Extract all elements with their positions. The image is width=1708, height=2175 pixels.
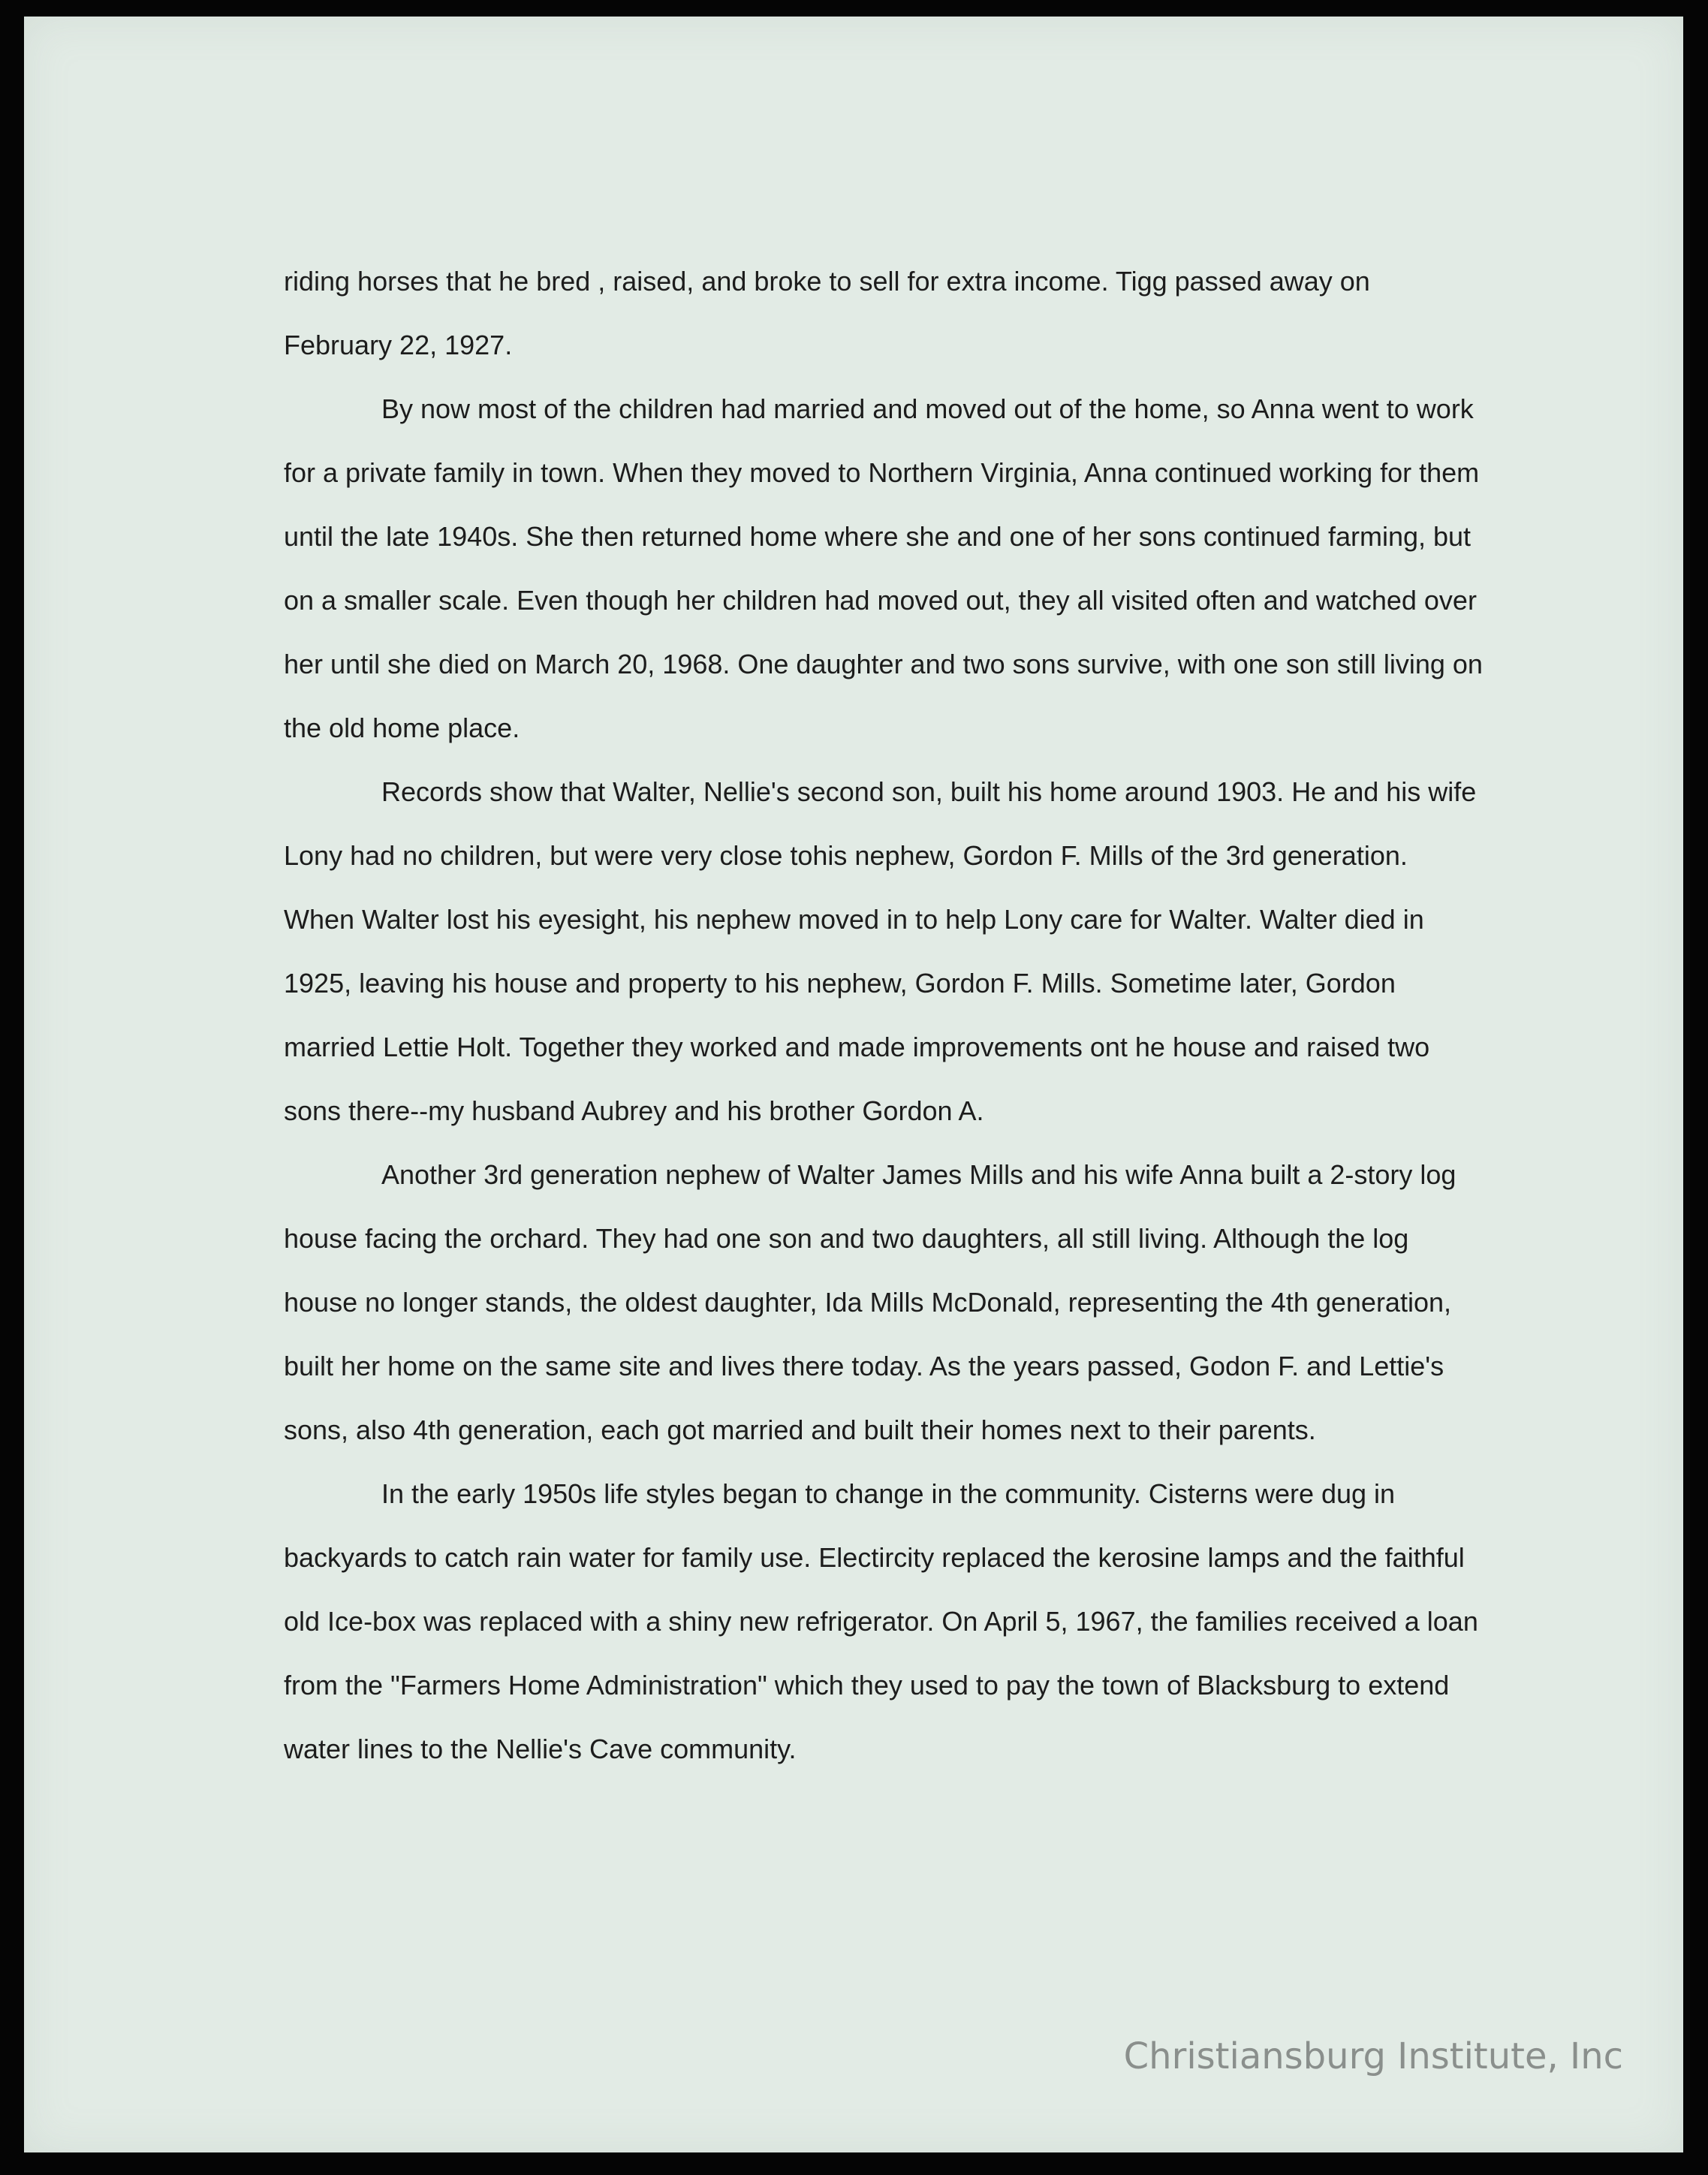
paragraph-1: riding horses that he bred , raised, and broke to sell for extra income. Tigg passed away on February 22, 1927. bbox=[284, 266, 1370, 360]
watermark: Christiansburg Institute, Inc bbox=[1123, 2035, 1623, 2077]
paragraph-2: By now most of the children had married and moved out of the home, so Anna went to work for a private family in town. When they moved to Northern Virginia, Anna continued working for them until the late 1940s. She then returned home where she and one of her sons continued farming, but on a smaller scale. Even though her children had moved out, they all visited often and watched over her until she died on March 20, 1968. One daughter and two sons survive, with one son still living on the old home place. bbox=[284, 393, 1483, 743]
paragraph-5: In the early 1950s life styles began to change in the community. Cisterns were dug in backyards to catch rain water for family use. Electircity replaced the kerosine lamps and the faithful old Ice-box was replaced with a shiny new refrigerator. On April 5, 1967, the families received a loan from the "Farmers Home Administration" which they used to pay the town of Blacksburg to extend water lines to the Nellie's Cave community. bbox=[284, 1478, 1478, 1764]
document-page bbox=[24, 17, 1683, 2152]
document-body bbox=[284, 249, 1485, 1781]
paragraph-4: Another 3rd generation nephew of Walter James Mills and his wife Anna built a 2-story log house facing the orchard. They had one son and two daughters, all still living. Although the log house no longer stands, the oldest daughter, Ida Mills McDonald, representing the 4th generation, built her home on the same site and lives there today. As the years passed, Godon F. and Lettie's sons, also 4th generation, each got married and built their homes next to their parents. bbox=[284, 1159, 1456, 1445]
paragraph-3: Records show that Walter, Nellie's second son, built his home around 1903. He and his wife Lony had no children, but were very close tohis nephew, Gordon F. Mills of the 3rd generation. When Walter lost his eyesight, his nephew moved in to help Lony care for Walter. Walter died in 1925, leaving his house and property to his nephew, Gordon F. Mills. Sometime later, Gordon married Lettie Holt. Together they worked and made improvements ont he house and raised two sons there--my husband Aubrey and his brother Gordon A. bbox=[284, 776, 1477, 1126]
